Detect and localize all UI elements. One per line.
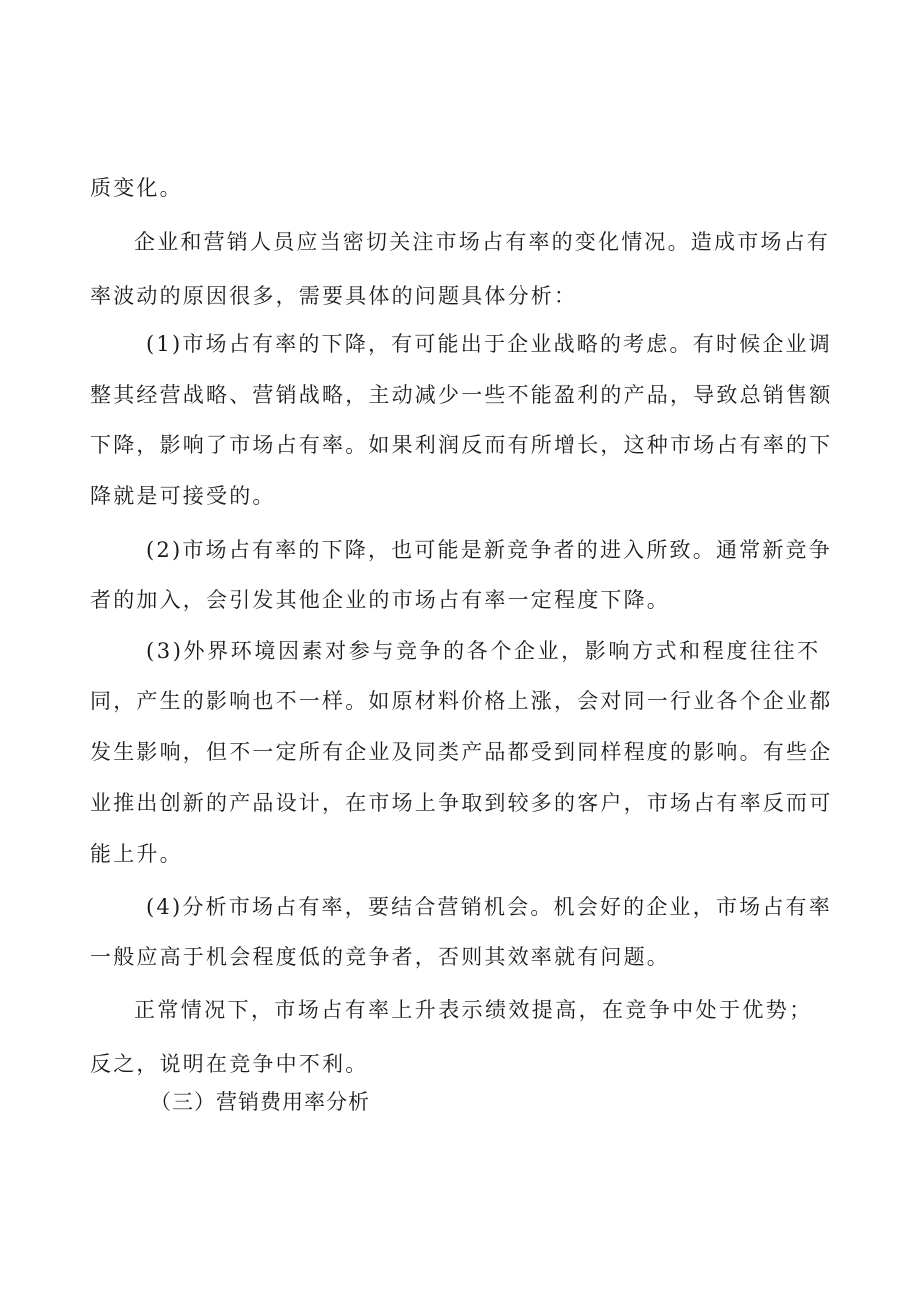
- text-line: (1)市场占有率的下降，有可能出于企业战略的考虑。有时候企业调: [146, 332, 832, 356]
- text-line: 能上升。: [90, 842, 183, 866]
- text-line: 反之，说明在竞争中不利。: [90, 1052, 369, 1076]
- text-line: 降就是可接受的。: [90, 484, 276, 508]
- text-line: 正常情况下，市场占有率上升表示绩效提高，在竞争中处于优势；: [134, 998, 813, 1022]
- text-line: 业推出创新的产品设计，在市场上争取到较多的客户，市场占有率反而可: [90, 791, 833, 815]
- text-line: 下降，影响了市场占有率。如果利润反而有所增长，这种市场占有率的下: [90, 433, 833, 457]
- text-line: (2)市场占有率的下降，也可能是新竞争者的进入所致。通常新竞争: [146, 538, 832, 562]
- text-line: 同，产生的影响也不一样。如原材料价格上涨，会对同一行业各个企业都: [90, 689, 833, 713]
- text-line: 企业和营销人员应当密切关注市场占有率的变化情况。造成市场占有: [134, 230, 830, 254]
- text-line: 发生影响，但不一定所有企业及同类产品都受到同样程度的影响。有些企: [90, 740, 833, 764]
- text-line: 质变化。: [90, 176, 183, 200]
- text-line: 整其经营战略、营销战略，主动减少一些不能盈利的产品，导致总销售额: [90, 383, 833, 407]
- section-heading: （三）营销费用率分析: [150, 1090, 370, 1114]
- text-line: (4)分析市场占有率，要结合营销机会。机会好的企业，市场占有率: [146, 895, 832, 919]
- text-line: 者的加入，会引发其他企业的市场占有率一定程度下降。: [90, 588, 670, 612]
- text-line: 率波动的原因很多，需要具体的问题具体分析：: [90, 284, 578, 308]
- text-line: (3)外界环境因素对参与竞争的各个企业，影响方式和程度往往不: [146, 639, 821, 663]
- text-line: 一般应高于机会程度低的竞争者，否则其效率就有问题。: [90, 945, 670, 969]
